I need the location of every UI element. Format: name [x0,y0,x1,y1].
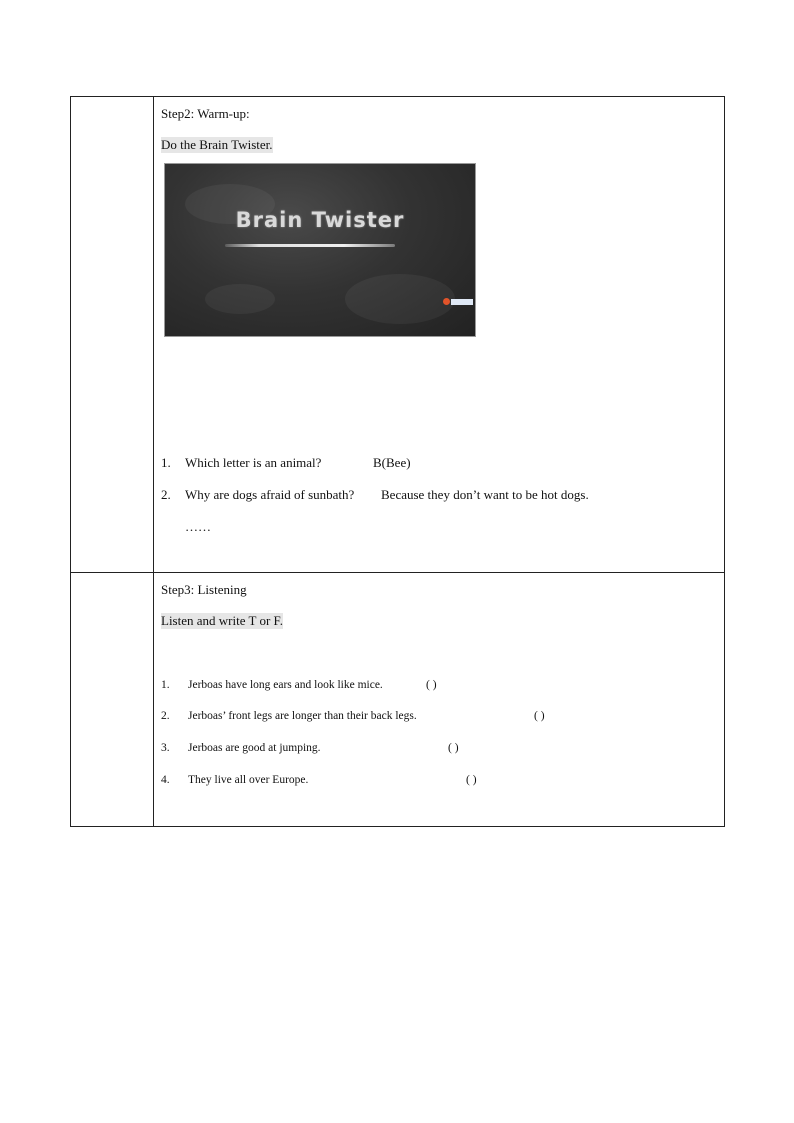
step3-heading: Step3: Listening [161,582,247,597]
statement-text: Jerboas’ front legs are longer than their back legs. [188,710,417,722]
ellipsis: …… [185,519,211,534]
logo-icon [443,298,473,305]
step2-instruction: Do the Brain Twister. [161,137,273,152]
step2-heading: Step2: Warm-up: [161,106,250,121]
statement-text: They live all over Europe. [188,774,309,786]
step3-instruction: Listen and write T or F. [161,613,283,628]
statement-text: Jerboas are good at jumping. [188,742,321,754]
label-cell [71,573,154,826]
item-number: 1. [161,455,171,470]
question-text: Why are dogs afraid of sunbath? [185,487,355,502]
question-text: Which letter is an animal? [185,455,322,470]
label-cell [71,97,154,572]
content-cell [154,573,724,826]
item-number: 1. [161,679,170,691]
table-row [71,573,724,826]
answer-blank: ( ) [426,679,437,691]
statement-text: Jerboas have long ears and look like mice. [188,679,383,691]
item-number: 2. [161,487,171,502]
answer-blank: ( ) [534,710,545,722]
brain-twister-image [164,163,476,337]
item-number: 4. [161,774,170,786]
answer-blank: ( ) [466,774,477,786]
answer-blank: ( ) [448,742,459,754]
chalk-underline [225,244,395,247]
table-row [71,97,724,573]
content-cell [154,97,724,572]
item-number: 2. [161,710,170,722]
lesson-table [70,96,725,827]
board-title: Brain Twister [235,208,405,232]
answer-text: B(Bee) [373,455,411,470]
answer-text: Because they don’t want to be hot dogs. [381,487,589,502]
item-number: 3. [161,742,170,754]
